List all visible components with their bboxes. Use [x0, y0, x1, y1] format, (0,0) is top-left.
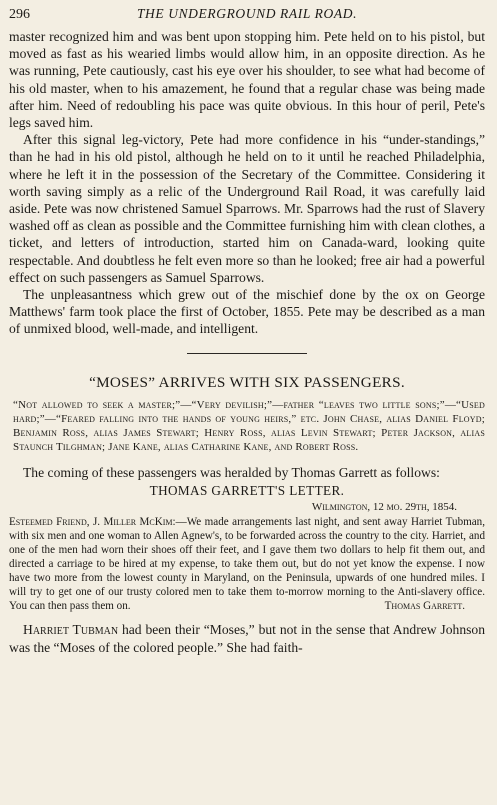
page-header	[9, 6, 485, 28]
closing-name: Harriet Tubman	[23, 622, 119, 638]
letter-text: :—We made arrangements last night, and sent away Harriet Tubman, with six men and one woman to Allen Agnew's, to be forwarded across the country to the city. Harriet, and one of the men had worn their shoes off their feet, and I gave them two dollars to help fit them out, and directed a carriage to be hired at my expense, to take them out, but do not yet know the expense. I now have two more from the lowest county in Maryland, on the Peninsula, upwards of one hundred miles. I will try to get one of our trusty colored men to take them to-morrow morning to the Anti-slavery office. You can then pass them on.	[9, 515, 485, 613]
letter-salutation: Esteemed Friend, J. Miller McKim	[9, 515, 173, 528]
section-title: “MOSES” ARRIVES WITH SIX PASSENGERS.	[89, 373, 405, 391]
paragraph-2: After this signal leg-victory, Pete had more confidence in his “under-standings,” than he had in his old pistol, although he held on to it until he reached Philadelphia, where he left it in the possession of the Secretary of the Committee. Considering it worth saving simply as a relic of the Underground Rail Road, it was carefully laid aside. Pete was now christened Samuel Sparrows. Mr. Sparrows had the rust of Slavery washed off as clean as possible and the Committee furnishing him with clean clothes, a ticket, and letters of introduction, started him on Canada-ward, looking quite respectable. And doubtless he felt even more so than he looked; free air had a powerful effect on such passengers as Samuel Sparrows.	[9, 132, 485, 285]
closing-paragraph	[9, 621, 485, 655]
letter-signature: Thomas Garrett.	[384, 600, 465, 613]
section-divider	[187, 353, 307, 354]
paragraph-3: The unpleasantness which grew out of the mischief done by the ox on George Matthews' farm took place the first of October, 1855. Pete may be described as a man of unmixed blood, well-made, and intelligent.	[9, 287, 485, 337]
section-intro: The coming of these passengers was heralded by Thomas Garrett as follows:	[23, 465, 440, 481]
closing-text: had been their “Moses,” but not in the sense that Andrew Johnson was the “Moses of the colored people.” She had faith-	[9, 622, 485, 655]
letter-body	[9, 515, 485, 614]
paragraph-1: master recognized him and was bent upon stopping him. Pete held on to his pistol, but moved as fast as his wearied limbs would allow him, in an opposite direction. As he was running, Pete cautiously, cast his eye over his shoulder, to see what had become of his old master, when to his amazement, he found that a regular chase was being made after him. Need of redoubling his pace was quite obvious. In this hour of peril, Pete's legs saved him.	[9, 29, 485, 131]
letter-date: Wilmington, 12 mo. 29th, 1854.	[311, 500, 457, 513]
page-number: 296	[9, 7, 30, 22]
section-epigraph: “Not allowed to seek a master;”—“Very devilish;”—father “leaves two little sons;”—“Used hard;”—“Feared falling into the hands of young heirs,” etc. John Chase, alias Daniel Floyd; Benjamin Ross, alias James Stewart; Henry Ross, alias Levin Stewart; Peter Jackson, alias Staunch Tilghman; Jane Kane, alias Catharine Kane, and Robert Ross.	[13, 398, 485, 454]
running-head: THE UNDERGROUND RAIL ROAD.	[136, 6, 358, 21]
letter-title: THOMAS GARRETT'S LETTER.	[149, 482, 345, 498]
